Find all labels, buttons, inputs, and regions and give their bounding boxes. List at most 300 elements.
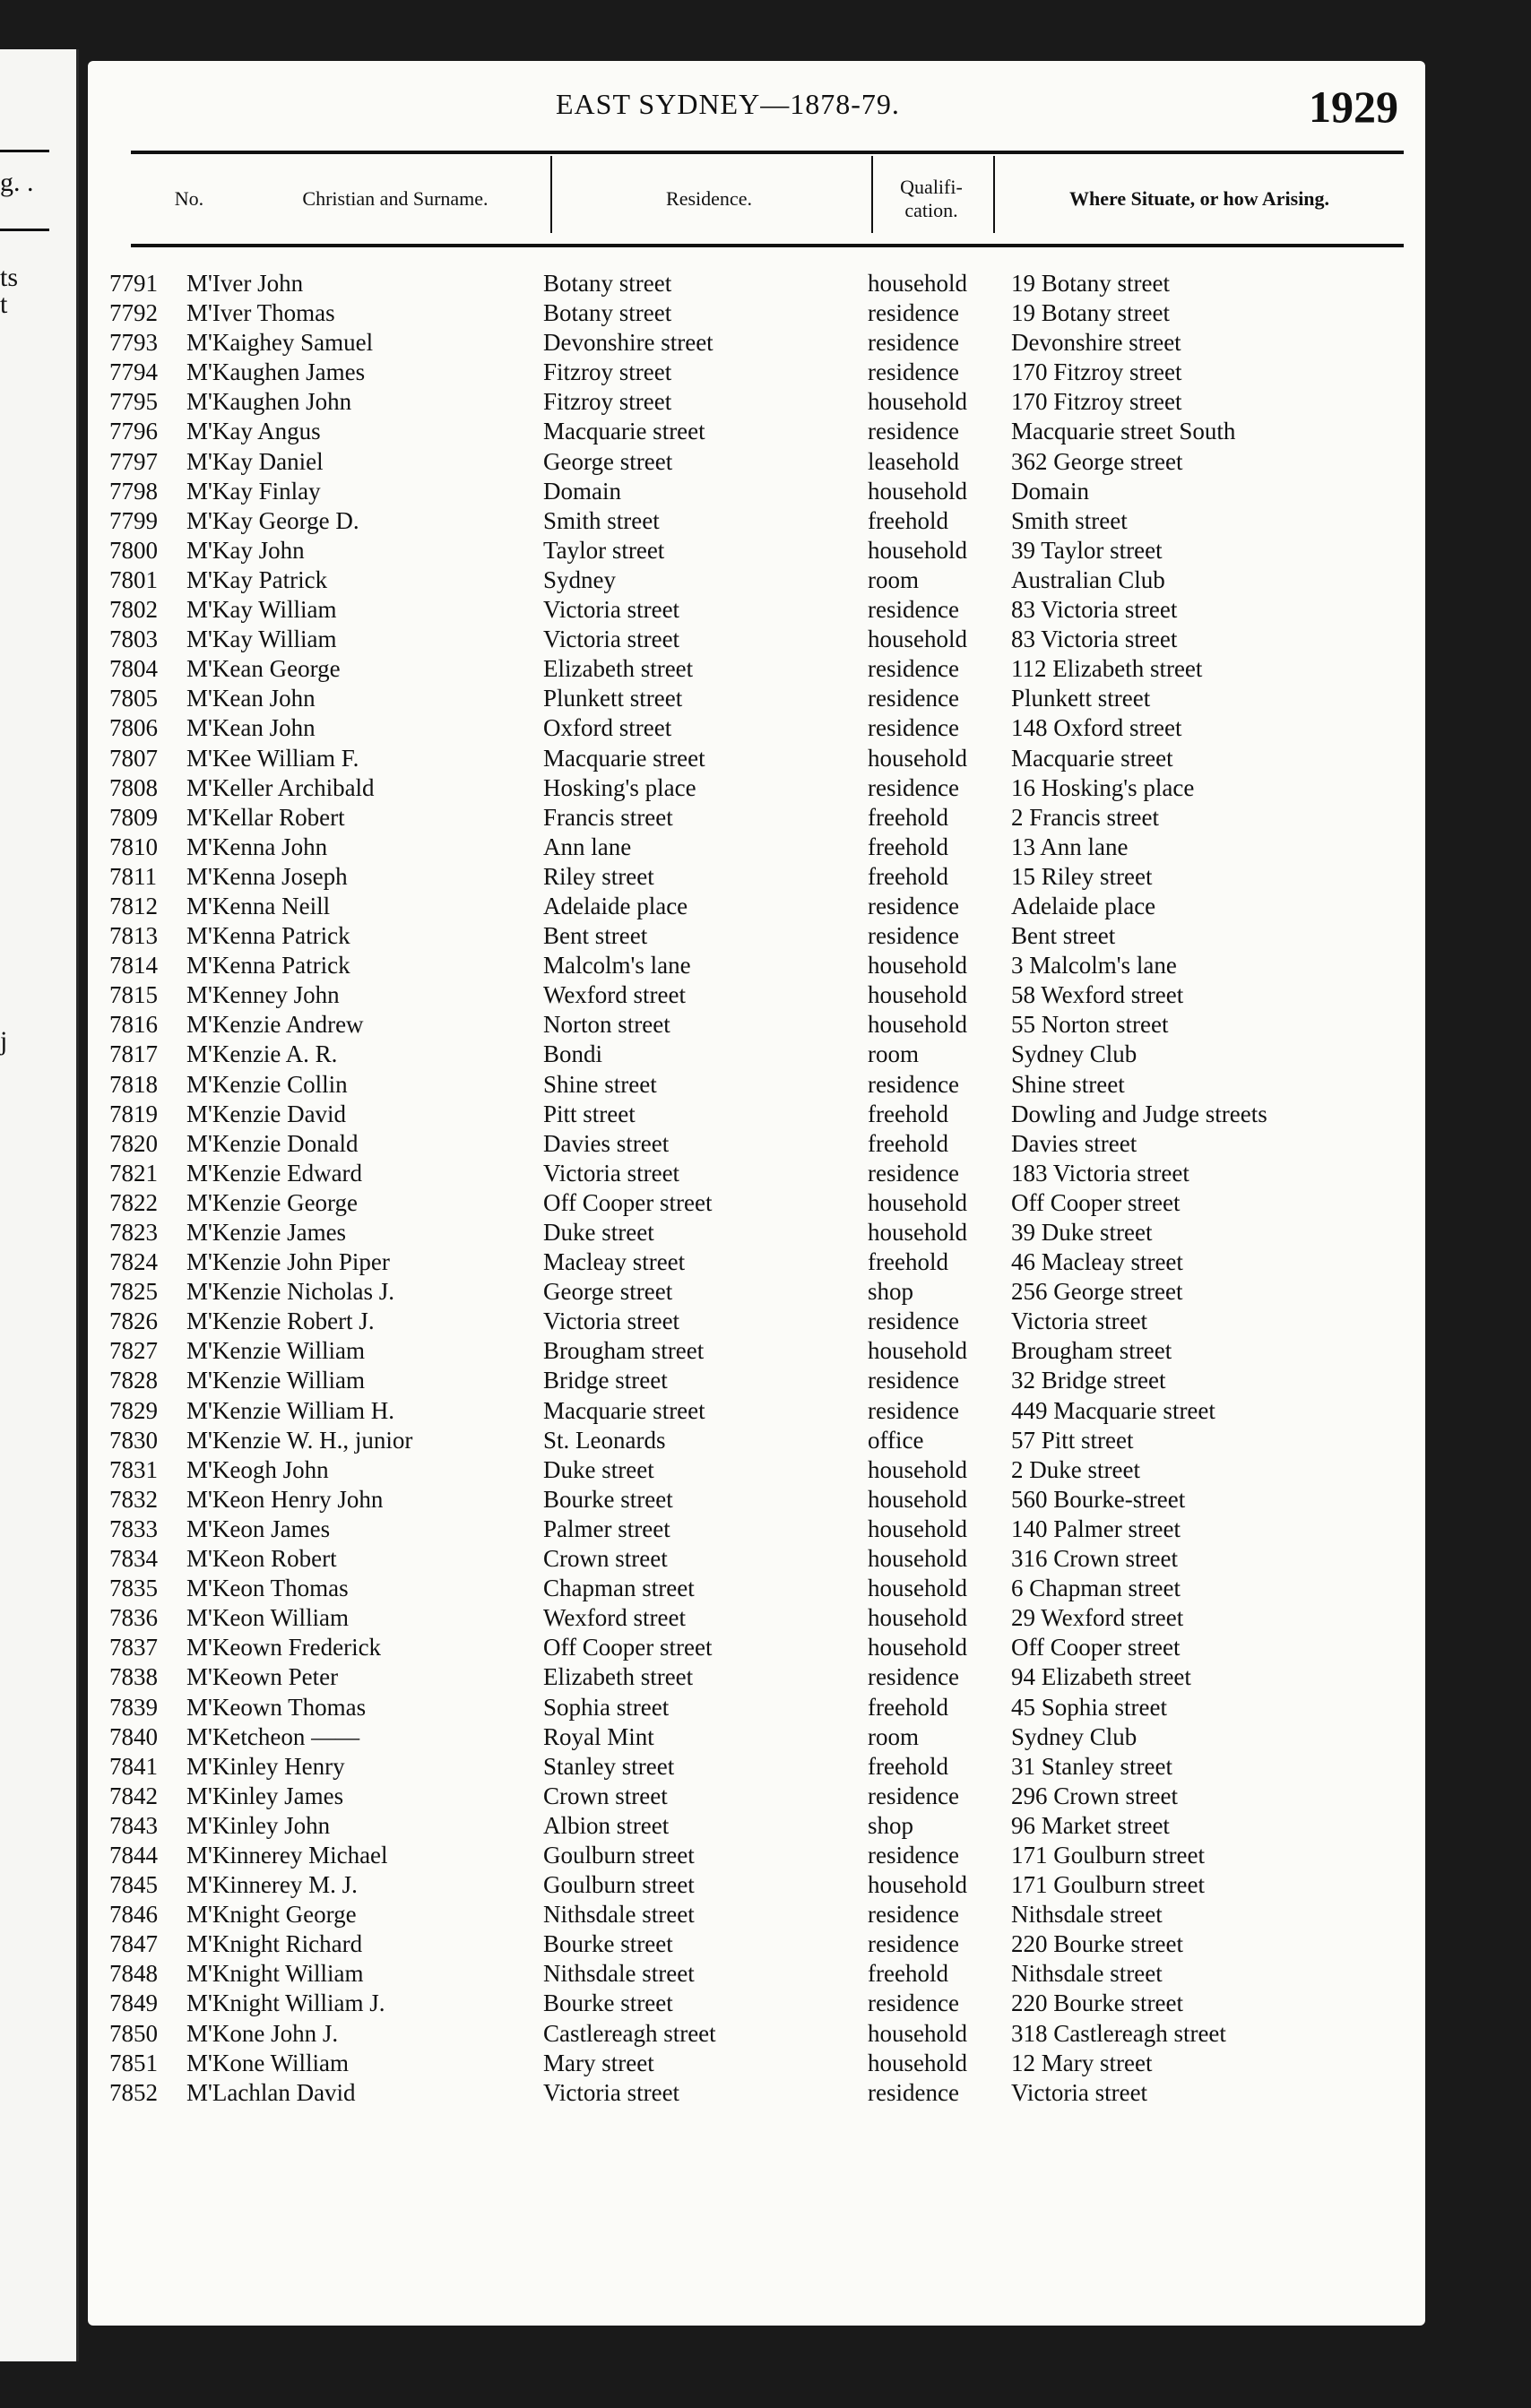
entry-where-situate: 6 Chapman street (1011, 1575, 1181, 1602)
entry-qualification: residence (868, 2078, 959, 2106)
entry-number: 7791 (109, 270, 158, 297)
entry-qualification: household (868, 477, 967, 505)
table-row (109, 2078, 1418, 2108)
entry-number: 7801 (109, 565, 158, 593)
entry-name: M'Kay William (186, 596, 337, 624)
entry-name: M'Ketcheon —— (186, 1722, 360, 1750)
entry-name: M'Keller Archibald (186, 773, 375, 801)
page-title: EAST SYDNEY—1878-79. (556, 88, 900, 120)
entry-residence: Bondi (543, 1040, 603, 1068)
entry-number: 7851 (109, 2049, 158, 2076)
entry-residence: Off Cooper street (543, 1188, 713, 1216)
entry-number: 7838 (109, 1663, 158, 1691)
table-row (109, 892, 1418, 921)
entry-residence: Duke street (543, 1219, 654, 1246)
entry-qualification: freehold (868, 1693, 948, 1721)
entry-qualification: residence (868, 1930, 959, 1958)
entry-where-situate: 12 Mary street (1011, 2049, 1153, 2076)
entry-name: M'Kinnerey M. J. (186, 1871, 358, 1899)
entry-residence: George street (543, 447, 673, 475)
entry-qualification: freehold (868, 1248, 948, 1276)
entry-number: 7844 (109, 1841, 158, 1869)
entry-number: 7804 (109, 655, 158, 683)
entry-residence: Victoria street (543, 626, 680, 653)
entry-qualification: household (868, 1871, 967, 1899)
table-row (109, 447, 1418, 477)
entry-residence: Hosking's place (543, 773, 696, 801)
prev-page-fragment: ts (0, 263, 19, 292)
table-row (109, 1010, 1418, 1040)
entry-residence: Devonshire street (543, 329, 714, 357)
entry-qualification: residence (868, 1308, 959, 1335)
entry-name: M'Keon Thomas (186, 1575, 349, 1602)
entry-qualification: residence (868, 299, 959, 327)
table-row (109, 684, 1418, 713)
entry-qualification: freehold (868, 506, 948, 534)
entry-qualification: office (868, 1426, 924, 1454)
entry-qualification: household (868, 388, 967, 416)
entry-name: M'Kay William (186, 626, 337, 653)
entry-name: M'Kenzie Edward (186, 1159, 363, 1187)
entry-number: 7795 (109, 388, 158, 416)
table-row (109, 1811, 1418, 1841)
entry-where-situate: Off Cooper street (1011, 1634, 1181, 1661)
entry-residence: Oxford street (543, 714, 672, 742)
entry-where-situate: 45 Sophia street (1011, 1693, 1167, 1721)
entry-where-situate: Brougham street (1011, 1337, 1172, 1365)
entry-name: M'Kay Finlay (186, 477, 321, 505)
entry-qualification: residence (868, 418, 959, 445)
entry-where-situate: 362 George street (1011, 447, 1183, 475)
entry-qualification: household (868, 1455, 967, 1483)
table-row (109, 1366, 1418, 1395)
entry-number: 7803 (109, 626, 158, 653)
entry-where-situate: 3 Malcolm's lane (1011, 952, 1177, 980)
entry-name: M'Kinley Henry (186, 1752, 345, 1780)
entry-name: M'Kenzie George (186, 1188, 359, 1216)
entry-number: 7829 (109, 1396, 158, 1424)
entry-where-situate: Macquarie street South (1011, 418, 1236, 445)
entry-number: 7825 (109, 1278, 158, 1306)
entry-number: 7821 (109, 1159, 158, 1187)
entry-number: 7849 (109, 1989, 158, 2017)
table-row (109, 1100, 1418, 1129)
entry-where-situate: 55 Norton street (1011, 1011, 1169, 1039)
table-row (109, 862, 1418, 892)
entry-name: M'Kenna Patrick (186, 922, 350, 950)
entry-name: M'Kinnerey Michael (186, 1841, 388, 1869)
entry-number: 7830 (109, 1426, 158, 1454)
entry-where-situate: Davies street (1011, 1129, 1137, 1157)
table-row (109, 506, 1418, 536)
entry-name: M'Kay Patrick (186, 565, 328, 593)
table-row (109, 1900, 1418, 1929)
entry-residence: Duke street (543, 1455, 654, 1483)
prev-page-fragment: g. . (0, 168, 34, 197)
entry-qualification: residence (868, 1396, 959, 1424)
entry-where-situate: 15 Riley street (1011, 862, 1153, 890)
entry-residence: Palmer street (543, 1515, 670, 1542)
entry-qualification: residence (868, 892, 959, 919)
entry-residence: Elizabeth street (543, 655, 694, 683)
entry-name: M'Iver John (186, 270, 304, 297)
entry-number: 7841 (109, 1752, 158, 1780)
entry-residence: Malcolm's lane (543, 952, 691, 980)
entry-residence: Nithsdale street (543, 1960, 695, 1988)
entry-where-situate: 560 Bourke-street (1011, 1485, 1186, 1513)
entry-qualification: household (868, 1011, 967, 1039)
table-row (109, 1693, 1418, 1722)
entry-number: 7847 (109, 1930, 158, 1958)
table-row (109, 328, 1418, 358)
entry-name: M'Keon William (186, 1604, 350, 1632)
prev-page-fragment: j (0, 1026, 8, 1056)
entry-residence: Off Cooper street (543, 1634, 713, 1661)
entry-qualification: residence (868, 1989, 959, 2017)
entry-number: 7852 (109, 2078, 158, 2106)
entry-residence: Davies street (543, 1129, 670, 1157)
entry-where-situate: Australian Club (1011, 565, 1165, 593)
entry-name: M'Iver Thomas (186, 299, 335, 327)
entry-name: M'Kaughen James (186, 358, 366, 386)
entry-number: 7828 (109, 1367, 158, 1394)
column-header-no: No. (174, 187, 204, 210)
entry-qualification: freehold (868, 833, 948, 860)
entry-qualification: household (868, 1219, 967, 1246)
entry-number: 7806 (109, 714, 158, 742)
entry-number: 7799 (109, 506, 158, 534)
entry-qualification: household (868, 1604, 967, 1632)
entry-number: 7818 (109, 1070, 158, 1098)
entry-number: 7831 (109, 1455, 158, 1483)
entry-number: 7796 (109, 418, 158, 445)
entry-name: M'Keown Frederick (186, 1634, 382, 1661)
entry-number: 7814 (109, 952, 158, 980)
page-number: 1929 (1309, 82, 1398, 132)
table-row (109, 921, 1418, 951)
entry-number: 7815 (109, 981, 158, 1009)
entry-qualification: residence (868, 1159, 959, 1187)
table-row (109, 1515, 1418, 1544)
entry-residence: Macleay street (543, 1248, 686, 1276)
entry-where-situate: 148 Oxford street (1011, 714, 1182, 742)
entry-where-situate: Macquarie street (1011, 744, 1173, 772)
table-row (109, 595, 1418, 625)
entry-where-situate: 83 Victoria street (1011, 626, 1178, 653)
entry-number: 7808 (109, 773, 158, 801)
table-row (109, 1574, 1418, 1603)
entry-where-situate: 19 Botany street (1011, 270, 1170, 297)
entry-number: 7820 (109, 1129, 158, 1157)
entry-name: M'Kenna John (186, 833, 328, 860)
entry-residence: Riley street (543, 862, 654, 890)
entry-qualification: household (868, 1485, 967, 1513)
entry-where-situate: 171 Goulburn street (1011, 1871, 1205, 1899)
entry-number: 7845 (109, 1871, 158, 1899)
entry-name: M'Keown Thomas (186, 1693, 367, 1721)
table-row (109, 833, 1418, 862)
table-row (109, 1455, 1418, 1485)
table-row (109, 773, 1418, 803)
entry-number: 7807 (109, 744, 158, 772)
table-row (109, 1188, 1418, 1218)
table-row (109, 1426, 1418, 1455)
table-row (109, 980, 1418, 1010)
entry-name: M'Kinley John (186, 1811, 331, 1839)
entry-qualification: room (868, 1722, 919, 1750)
entry-name: M'Kay John (186, 536, 305, 564)
entry-residence: Goulburn street (543, 1871, 695, 1899)
entry-qualification: residence (868, 1841, 959, 1869)
register-page (88, 61, 1425, 2326)
entry-number: 7810 (109, 833, 158, 860)
table-row (109, 951, 1418, 980)
entry-residence: Taylor street (543, 536, 665, 564)
entry-residence: Stanley street (543, 1752, 675, 1780)
entry-where-situate: 29 Wexford street (1011, 1604, 1184, 1632)
entry-residence: Adelaide place (543, 892, 688, 919)
entry-qualification: freehold (868, 862, 948, 890)
entry-number: 7827 (109, 1337, 158, 1365)
entry-qualification: shop (868, 1811, 914, 1839)
entry-residence: Royal Mint (543, 1722, 654, 1750)
entry-name: M'Kinley James (186, 1782, 344, 1809)
entry-where-situate: 318 Castlereagh street (1011, 2019, 1226, 2047)
entry-name: M'Keon Henry John (186, 1485, 384, 1513)
entry-qualification: freehold (868, 1100, 948, 1127)
entry-where-situate: 112 Elizabeth street (1011, 655, 1203, 683)
entry-qualification: household (868, 981, 967, 1009)
entry-name: M'Kaughen John (186, 388, 352, 416)
entry-name: M'Kay Angus (186, 418, 321, 445)
entry-residence: Goulburn street (543, 1841, 695, 1869)
entry-name: M'Keon James (186, 1515, 331, 1542)
entry-where-situate: Shine street (1011, 1070, 1125, 1098)
entry-name: M'Kay George D. (186, 506, 359, 534)
entry-where-situate: 16 Hosking's place (1011, 773, 1195, 801)
entry-qualification: household (868, 2049, 967, 2076)
entry-name: M'Kean John (186, 714, 316, 742)
entry-residence: Wexford street (543, 981, 687, 1009)
entry-qualification: room (868, 565, 919, 593)
entry-residence: Botany street (543, 270, 672, 297)
entry-name: M'Kone John J. (186, 2019, 339, 2047)
entry-name: M'Keown Peter (186, 1663, 339, 1691)
entry-residence: Nithsdale street (543, 1901, 695, 1929)
entry-where-situate: 2 Francis street (1011, 803, 1159, 831)
entry-qualification: household (868, 1337, 967, 1365)
entry-residence: Bent street (543, 922, 648, 950)
entry-number: 7826 (109, 1308, 158, 1335)
header-bottom-rule (131, 244, 1404, 247)
entry-residence: Bridge street (543, 1367, 668, 1394)
entry-name: M'Keogh John (186, 1455, 329, 1483)
entry-residence: Botany street (543, 299, 672, 327)
table-row (109, 713, 1418, 743)
entry-name: M'Kenzie Donald (186, 1129, 359, 1157)
entry-where-situate: 220 Bourke street (1011, 1930, 1183, 1958)
entry-name: M'Knight William J. (186, 1989, 385, 2017)
entry-where-situate: Nithsdale street (1011, 1901, 1163, 1929)
entry-name: M'Kenzie David (186, 1100, 347, 1127)
entry-where-situate: 13 Ann lane (1011, 833, 1129, 860)
entry-residence: Smith street (543, 506, 660, 534)
table-row (109, 1129, 1418, 1159)
table-row (109, 1159, 1418, 1188)
entry-qualification: household (868, 1515, 967, 1542)
entry-qualification: residence (868, 1663, 959, 1691)
entry-number: 7843 (109, 1811, 158, 1839)
table-row (109, 1040, 1418, 1069)
entry-name: M'Kenna Joseph (186, 862, 348, 890)
entry-number: 7816 (109, 1011, 158, 1039)
entry-name: M'Kenzie Nicholas J. (186, 1278, 395, 1306)
entry-residence: Victoria street (543, 1308, 680, 1335)
entry-name: M'Kay Daniel (186, 447, 324, 475)
entry-where-situate: 171 Goulburn street (1011, 1841, 1205, 1869)
entry-qualification: household (868, 744, 967, 772)
table-row (109, 654, 1418, 684)
prev-page-rule (0, 229, 49, 231)
entry-qualification: household (868, 1188, 967, 1216)
entry-name: M'Kee William F. (186, 744, 359, 772)
entry-qualification: household (868, 1634, 967, 1661)
table-row (109, 269, 1418, 298)
entry-number: 7802 (109, 596, 158, 624)
entry-residence: Wexford street (543, 1604, 687, 1632)
entry-name: M'Kenzie W. H., junior (186, 1426, 413, 1454)
entry-name: M'Kenzie Andrew (186, 1011, 364, 1039)
entry-where-situate: 94 Elizabeth street (1011, 1663, 1191, 1691)
entry-name: M'Kenzie William (186, 1367, 365, 1394)
entry-residence: Mary street (543, 2049, 654, 2076)
entry-where-situate: 140 Palmer street (1011, 1515, 1181, 1542)
entry-number: 7833 (109, 1515, 158, 1542)
entry-where-situate: 31 Stanley street (1011, 1752, 1172, 1780)
table-row (109, 1070, 1418, 1100)
entry-qualification: residence (868, 329, 959, 357)
table-row (109, 1959, 1418, 1989)
entry-name: M'Knight Richard (186, 1930, 363, 1958)
entry-residence: George street (543, 1278, 673, 1306)
entry-qualification: freehold (868, 1129, 948, 1157)
entry-where-situate: 39 Duke street (1011, 1219, 1153, 1246)
entry-where-situate: 39 Taylor street (1011, 536, 1163, 564)
entry-qualification: shop (868, 1278, 914, 1306)
entry-residence: Chapman street (543, 1575, 695, 1602)
entry-residence: Sydney (543, 565, 616, 593)
entry-name: M'Kone William (186, 2049, 350, 2076)
entry-residence: Victoria street (543, 596, 680, 624)
table-row (109, 2019, 1418, 2049)
entry-residence: Pitt street (543, 1100, 636, 1127)
entry-qualification: household (868, 1545, 967, 1573)
table-row (109, 1544, 1418, 1574)
table-row (109, 1929, 1418, 1959)
entry-where-situate: 2 Duke street (1011, 1455, 1140, 1483)
table-row (109, 477, 1418, 506)
entry-residence: Elizabeth street (543, 1663, 694, 1691)
table-row (109, 387, 1418, 417)
entry-name: M'Kenzie A. R. (186, 1040, 338, 1068)
entry-name: M'Kenzie James (186, 1219, 347, 1246)
table-row (109, 803, 1418, 833)
entry-where-situate: Off Cooper street (1011, 1188, 1181, 1216)
entry-where-situate: 96 Market street (1011, 1811, 1170, 1839)
entry-qualification: residence (868, 714, 959, 742)
prev-page-rule (0, 150, 49, 152)
page-header (88, 82, 1425, 142)
entry-qualification: freehold (868, 803, 948, 831)
entry-residence: Crown street (543, 1545, 668, 1573)
entry-residence: Castlereagh street (543, 2019, 716, 2047)
entry-residence: Fitzroy street (543, 358, 672, 386)
prev-page-fragment: t (0, 289, 8, 319)
entry-name: M'Knight George (186, 1901, 357, 1929)
entry-number: 7836 (109, 1604, 158, 1632)
entry-where-situate: 57 Pitt street (1011, 1426, 1134, 1454)
entry-residence: Bourke street (543, 1485, 673, 1513)
entry-number: 7817 (109, 1040, 158, 1068)
entry-residence: Norton street (543, 1011, 670, 1039)
entry-number: 7811 (109, 862, 157, 890)
entry-residence: Albion street (543, 1811, 670, 1839)
entry-name: M'Knight William (186, 1960, 364, 1988)
table-row (109, 1277, 1418, 1307)
entry-where-situate: 183 Victoria street (1011, 1159, 1189, 1187)
entry-name: M'Kenzie William H. (186, 1396, 394, 1424)
table-row (109, 625, 1418, 654)
table-row (109, 744, 1418, 773)
entry-qualification: household (868, 270, 967, 297)
entry-where-situate: Plunkett street (1011, 685, 1151, 712)
table-row (109, 1247, 1418, 1277)
entry-number: 7792 (109, 299, 158, 327)
entry-residence: Francis street (543, 803, 673, 831)
entry-number: 7798 (109, 477, 158, 505)
table-row (109, 1752, 1418, 1782)
table-row (109, 298, 1418, 328)
entry-where-situate: 46 Macleay street (1011, 1248, 1183, 1276)
entry-where-situate: 32 Bridge street (1011, 1367, 1166, 1394)
entry-number: 7822 (109, 1188, 158, 1216)
entry-where-situate: 170 Fitzroy street (1011, 358, 1182, 386)
entry-residence: Bourke street (543, 1989, 673, 2017)
entry-qualification: residence (868, 655, 959, 683)
entry-where-situate: 58 Wexford street (1011, 981, 1184, 1009)
entry-number: 7848 (109, 1960, 158, 1988)
entry-where-situate: 19 Botany street (1011, 299, 1170, 327)
entry-qualification: freehold (868, 1960, 948, 1988)
entry-where-situate: Dowling and Judge streets (1011, 1100, 1267, 1127)
entry-qualification: residence (868, 922, 959, 950)
entry-name: M'Kenney John (186, 981, 340, 1009)
entry-where-situate: 296 Crown street (1011, 1782, 1178, 1809)
entry-qualification: residence (868, 773, 959, 801)
entry-name: M'Kenzie William (186, 1337, 365, 1365)
table-row (109, 1841, 1418, 1870)
entry-where-situate: 220 Bourke street (1011, 1989, 1183, 2017)
electoral-roll-table (109, 269, 1418, 2108)
table-row (109, 1989, 1418, 2018)
entry-where-situate: Sydney Club (1011, 1040, 1137, 1068)
table-row (109, 1662, 1418, 1692)
entry-number: 7846 (109, 1901, 158, 1929)
entry-residence: St. Leonards (543, 1426, 666, 1454)
entry-number: 7850 (109, 2019, 158, 2047)
entry-where-situate: 316 Crown street (1011, 1545, 1178, 1573)
entry-qualification: freehold (868, 1752, 948, 1780)
